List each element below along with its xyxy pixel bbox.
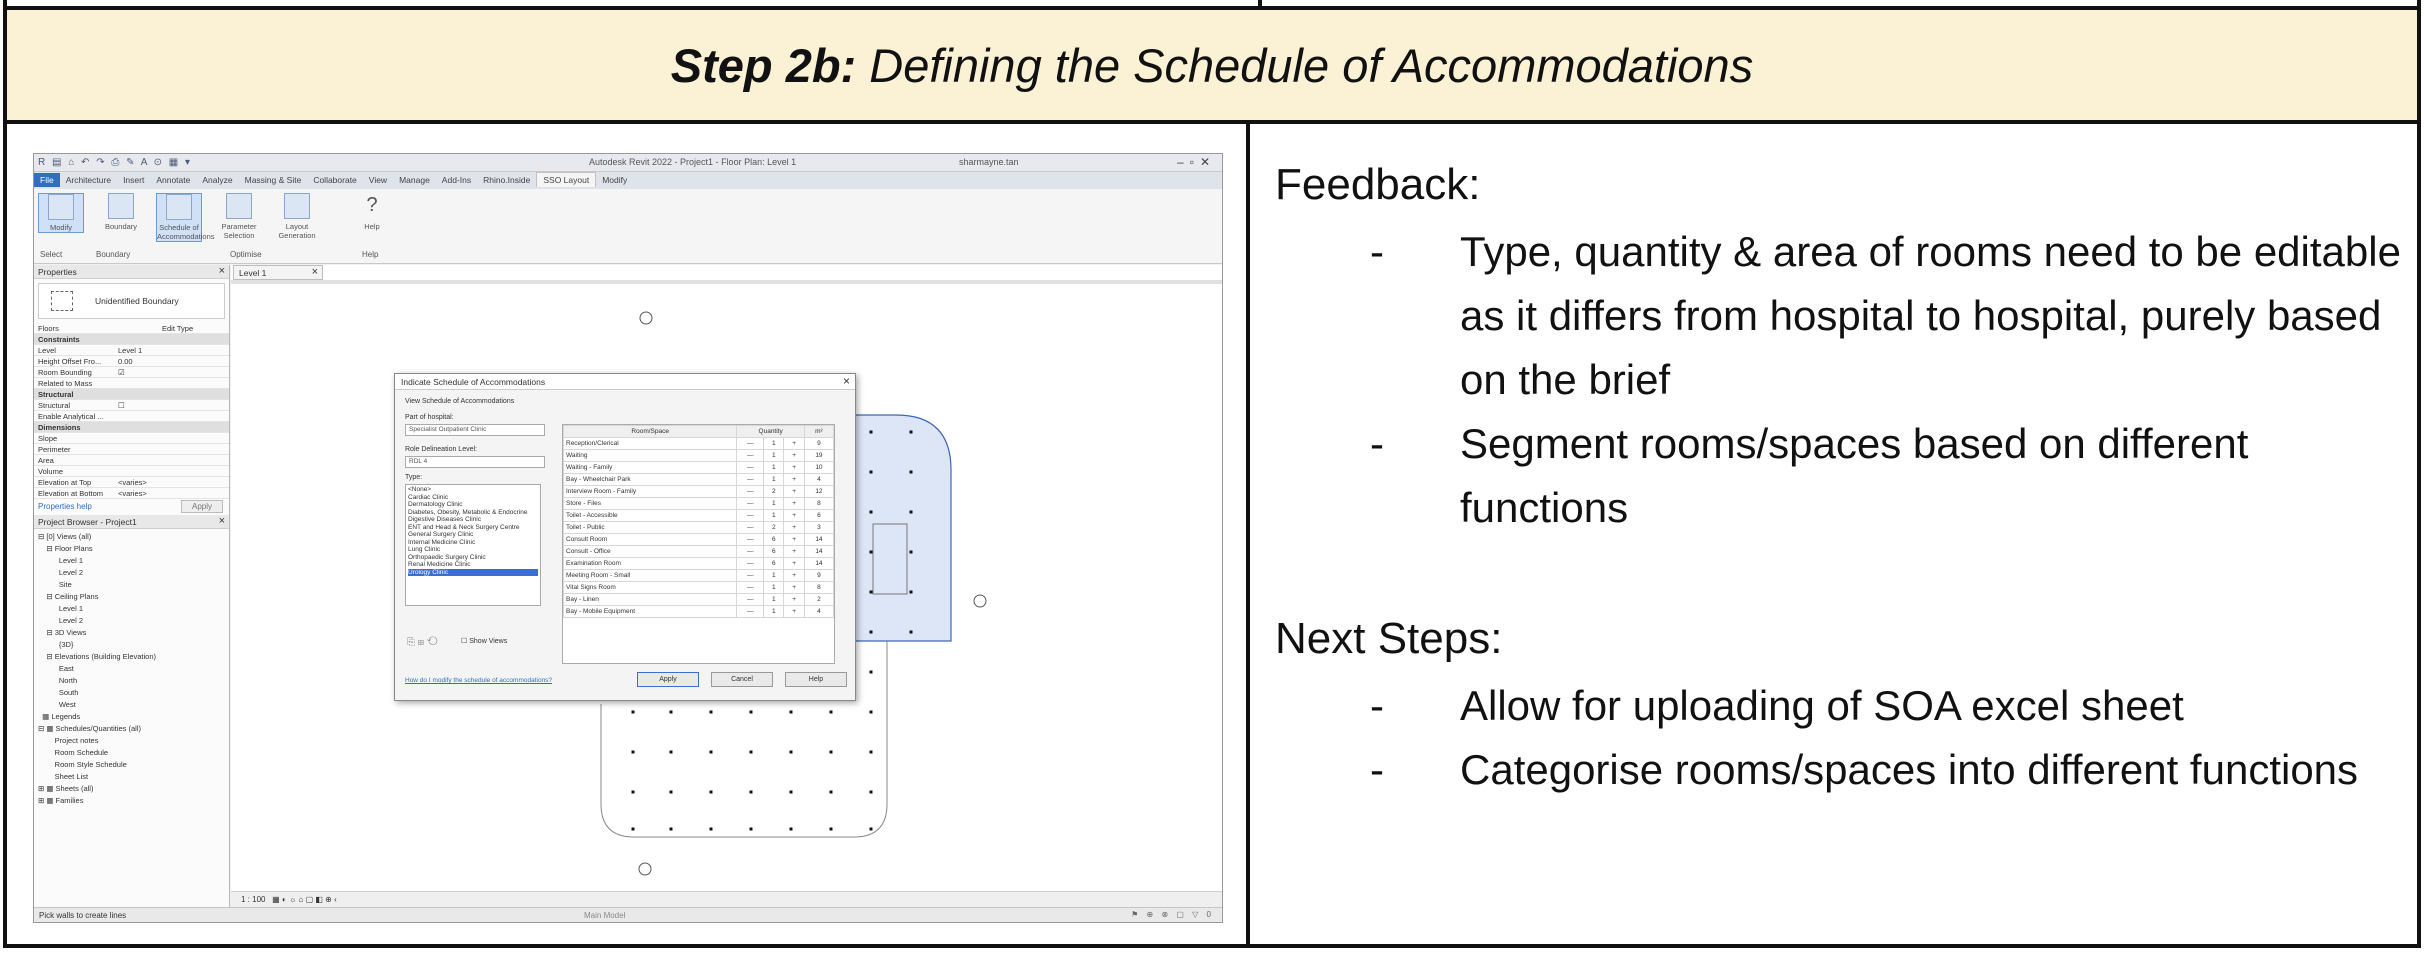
room-cell: Toilet - Accessible <box>564 510 737 522</box>
property-row[interactable]: Level Level 1 <box>34 345 229 356</box>
type-list-item[interactable]: Cardiac Clinic <box>408 493 449 501</box>
grid-point <box>910 591 913 594</box>
next-step-item: - Allow for uploading of SOA excel sheet <box>1370 682 2184 729</box>
tab-sso-layout[interactable]: SSO Layout <box>536 172 596 187</box>
tab-modify[interactable]: Modify <box>602 175 628 185</box>
room-cell: Vital Signs Room <box>564 582 737 594</box>
feedback-item: - Segment rooms/spaces based on different functions <box>1370 420 2249 531</box>
browser-node[interactable]: Level 2 <box>38 616 84 625</box>
increment-button[interactable]: + <box>784 534 805 546</box>
grid-point <box>910 431 913 434</box>
grid-point <box>830 751 833 754</box>
grid-point <box>790 751 793 754</box>
quantity-cell[interactable]: 2 <box>764 486 784 498</box>
slide-title: Step 2b: Defining the Schedule of Accommodations <box>670 39 1754 92</box>
project-browser-header: Project Browser - Project1 × <box>34 515 229 529</box>
revit-titlebar <box>34 154 1222 172</box>
quantity-cell[interactable]: 1 <box>764 594 784 606</box>
decrement-button[interactable]: — <box>737 594 764 606</box>
elevation-marker-south <box>639 863 651 875</box>
increment-button[interactable]: + <box>784 546 805 558</box>
user-name[interactable]: sharmayne.tan <box>959 157 1019 167</box>
soa-row[interactable] <box>564 438 834 450</box>
grid-point <box>632 751 635 754</box>
area-cell[interactable]: 9 <box>804 570 833 582</box>
dialog-title: Indicate Schedule of Accommodations × <box>395 374 855 390</box>
tab-file[interactable]: File <box>34 173 60 187</box>
area-cell[interactable]: 12 <box>804 486 833 498</box>
browser-node[interactable]: Room Style Schedule <box>38 760 127 769</box>
increment-button[interactable]: + <box>784 522 805 534</box>
part-label: Part of hospital: <box>405 414 454 421</box>
grid-point <box>910 551 913 554</box>
property-row[interactable]: Room Bounding ☑ <box>34 367 229 378</box>
grid-point <box>870 431 873 434</box>
browser-node[interactable]: North <box>38 676 78 685</box>
quick-access-toolbar[interactable]: R ▤ ⌂ ↶ ↷ ⎙ ✎ A ⊙ ▦ ▾ <box>38 157 193 168</box>
grid-point <box>870 511 873 514</box>
browser-node[interactable]: ⊟ 3D Views <box>38 628 87 637</box>
next-steps-list <box>1275 674 2405 802</box>
tab-rhino-inside[interactable]: Rhino.Inside <box>483 175 531 185</box>
group-boundary: Boundary <box>96 250 131 259</box>
list-tool-icons[interactable]: ⎘ ⊞ ⟲ <box>407 637 438 648</box>
property-row[interactable]: Structural ☐ <box>34 400 229 411</box>
cursor-icon <box>48 194 74 220</box>
increment-button[interactable]: + <box>784 474 805 486</box>
schedule-dialog <box>394 373 856 701</box>
quantity-cell[interactable]: 1 <box>764 582 784 594</box>
increment-button[interactable]: + <box>784 486 805 498</box>
left-panel <box>34 265 230 907</box>
soa-row[interactable] <box>564 582 834 594</box>
ribbon <box>34 189 1222 264</box>
area-cell[interactable]: 4 <box>804 606 833 618</box>
type-list-item[interactable]: General Surgery Clinic <box>408 531 474 538</box>
browser-node[interactable]: ⊞ ▦ Sheets (all) <box>38 784 94 793</box>
properties-footer <box>34 499 229 515</box>
property-row[interactable]: Slope <box>34 433 229 444</box>
soa-row[interactable] <box>564 546 834 558</box>
tab-annotate[interactable]: Annotate <box>156 175 191 185</box>
quantity-cell[interactable]: 1 <box>764 450 784 462</box>
browser-node[interactable]: {3D} <box>38 640 74 649</box>
type-list-item[interactable]: Internal Medicine Clinic <box>408 538 476 546</box>
grid-point <box>710 751 713 754</box>
properties-header: Properties × <box>34 265 229 279</box>
grid-point <box>632 791 635 794</box>
soa-row[interactable] <box>564 534 834 546</box>
type-list-item[interactable]: Digestive Diseases Clinic <box>408 516 481 523</box>
view-control-bar[interactable]: 1 : 100 ▦ ◐ ☼ ⌂ ▢ ◧ ⊕ ‹ <box>231 891 1223 907</box>
area-cell[interactable]: 14 <box>804 534 833 546</box>
quantity-cell[interactable]: 1 <box>764 438 784 450</box>
tab-analyze[interactable]: Analyze <box>202 175 233 185</box>
question-icon: ? <box>366 194 378 216</box>
decrement-button[interactable]: — <box>737 570 764 582</box>
layout-generation-button[interactable]: Layout Generation <box>274 193 320 240</box>
increment-button[interactable]: + <box>784 594 805 606</box>
role-delineation-select[interactable]: RDL 4 <box>405 456 545 468</box>
room-cell: Examination Room <box>564 558 737 570</box>
increment-button[interactable]: + <box>784 462 805 474</box>
close-icon[interactable]: × <box>842 374 850 388</box>
soa-row[interactable] <box>564 498 834 510</box>
browser-node[interactable]: Room Schedule <box>38 748 109 757</box>
group-help: Help <box>362 250 379 259</box>
window-controls[interactable]: –▫✕ <box>1177 155 1216 169</box>
quantity-cell[interactable]: 6 <box>764 546 784 558</box>
browser-node[interactable]: Level 1 <box>38 604 84 613</box>
tab-collaborate[interactable]: Collaborate <box>313 175 357 185</box>
area-cell[interactable]: 4 <box>804 474 833 486</box>
grid-point <box>870 671 873 674</box>
room-cell: Consult Room <box>564 534 737 546</box>
decrement-button[interactable]: — <box>737 582 764 594</box>
col-room: Room/Space <box>564 426 737 438</box>
grid-point <box>670 751 673 754</box>
grid-point <box>632 828 635 831</box>
tab-manage[interactable]: Manage <box>399 175 430 185</box>
room-cell: Waiting <box>564 450 737 462</box>
grid-point <box>632 711 635 714</box>
soa-row[interactable] <box>564 522 834 534</box>
next-step-item: - Categorise rooms/spaces into different functions <box>1370 746 2359 793</box>
ribbon-tabs <box>34 172 1222 189</box>
room-cell: Bay - Linen <box>564 594 737 606</box>
decrement-button[interactable]: — <box>737 462 764 474</box>
area-cell[interactable]: 2 <box>804 594 833 606</box>
room-cell: Bay - Mobile Equipment <box>564 606 737 618</box>
room-cell: Waiting - Family <box>564 462 737 474</box>
soa-row[interactable] <box>564 570 834 582</box>
feedback-item: - Type, quantity & area of rooms need to be editable as it differs from hospital to hospital, purely based on the brief <box>1370 228 2401 403</box>
help-button[interactable]: ? Help <box>349 193 395 231</box>
properties-help-link[interactable]: Properties help <box>38 502 92 511</box>
soa-row[interactable] <box>564 594 834 606</box>
area-cell[interactable]: 6 <box>804 510 833 522</box>
notes-panel <box>1275 150 2405 802</box>
room-cell: Bay - Wheelchair Park <box>564 474 737 486</box>
role-label: Role Delineation Level: <box>405 446 477 453</box>
parameter-selection-button[interactable]: Parameter Selection <box>216 193 262 240</box>
close-icon[interactable]: × <box>218 515 225 527</box>
grid-point <box>710 711 713 714</box>
active-model[interactable]: Main Model <box>584 911 626 920</box>
increment-button[interactable]: + <box>784 510 805 522</box>
grid-point <box>870 711 873 714</box>
grid-point <box>910 471 913 474</box>
soa-row[interactable] <box>564 462 834 474</box>
browser-node[interactable]: ⊞ ▦ Families <box>38 796 84 805</box>
property-row[interactable]: Volume <box>34 466 229 477</box>
soa-row[interactable] <box>564 450 834 462</box>
decrement-button[interactable]: — <box>737 522 764 534</box>
soa-row[interactable] <box>564 606 834 618</box>
property-row[interactable]: Elevation at Bottom <varies> <box>34 488 229 499</box>
decrement-button[interactable]: — <box>737 438 764 450</box>
browser-node[interactable]: ⊟ Ceiling Plans <box>38 592 99 601</box>
soa-row[interactable] <box>564 510 834 522</box>
decrement-button[interactable]: — <box>737 534 764 546</box>
decrement-button[interactable]: — <box>737 498 764 510</box>
grid-point <box>790 711 793 714</box>
area-cell[interactable]: 14 <box>804 546 833 558</box>
quantity-cell[interactable]: 1 <box>764 570 784 582</box>
grid-point <box>750 828 753 831</box>
browser-node[interactable]: East <box>38 664 74 673</box>
browser-node[interactable]: Level 1 <box>38 556 84 565</box>
browser-node[interactable]: ⊟ [0] Views (all) <box>38 532 92 541</box>
browser-node[interactable]: West <box>38 700 76 709</box>
grid-point <box>830 791 833 794</box>
dialog-apply-button[interactable]: Apply <box>637 672 699 687</box>
room-cell: Meeting Room - Small <box>564 570 737 582</box>
grid-point <box>790 791 793 794</box>
type-list-item[interactable]: Lung Clinic <box>408 546 441 553</box>
grid-point <box>830 711 833 714</box>
type-list-item[interactable]: Renal Medicine Clinic <box>408 561 471 568</box>
edit-type-button[interactable]: Edit Type <box>162 324 194 333</box>
grid-point <box>750 791 753 794</box>
type-list[interactable] <box>405 484 541 606</box>
area-cell[interactable]: 8 <box>804 498 833 510</box>
decrement-button[interactable]: — <box>737 558 764 570</box>
grid-point <box>710 828 713 831</box>
property-rows <box>34 334 229 499</box>
grid-point <box>830 828 833 831</box>
decrement-button[interactable]: — <box>737 450 764 462</box>
grid-point <box>870 591 873 594</box>
room-cell: Interview Room - Family <box>564 486 737 498</box>
dialog-help-button[interactable]: Help <box>785 672 847 687</box>
grid-point <box>910 511 913 514</box>
room-cell: Toilet - Public <box>564 522 737 534</box>
property-category[interactable]: Constraints <box>34 334 229 345</box>
grid-point <box>870 551 873 554</box>
status-text: Pick walls to create lines <box>39 911 127 920</box>
browser-node[interactable]: South <box>38 688 79 697</box>
grid-point <box>870 471 873 474</box>
room-cell: Store - Files <box>564 498 737 510</box>
quantity-cell[interactable]: 1 <box>764 606 784 618</box>
parameter-icon <box>226 193 252 219</box>
grid-point <box>670 791 673 794</box>
view-scale[interactable]: 1 : 100 <box>241 895 266 904</box>
tab-architecture[interactable]: Architecture <box>65 175 112 185</box>
group-select[interactable]: Select <box>40 250 63 259</box>
browser-node[interactable]: ⊟ ▦ Schedules/Quantities (all) <box>38 724 141 733</box>
decrement-button[interactable]: — <box>737 486 764 498</box>
tab-massing-site[interactable]: Massing & Site <box>244 175 302 185</box>
property-row[interactable]: Area <box>34 455 229 466</box>
grid-point <box>910 631 913 634</box>
revit-screenshot <box>33 153 1223 923</box>
col-quantity: Quantity <box>737 426 804 438</box>
boundary-button[interactable]: Boundary <box>98 193 144 231</box>
increment-button[interactable]: + <box>784 558 805 570</box>
increment-button[interactable]: + <box>784 570 805 582</box>
floors-row[interactable]: Floors Edit Type <box>34 323 229 334</box>
window-title: Autodesk Revit 2022 - Project1 - Floor Plan: Level 1 <box>589 157 797 167</box>
area-cell[interactable]: 19 <box>804 450 833 462</box>
increment-button[interactable]: + <box>784 606 805 618</box>
room-cell: Consult - Office <box>564 546 737 558</box>
grid-point <box>870 751 873 754</box>
property-category[interactable]: Structural <box>34 389 229 400</box>
type-list-item[interactable]: Orthopaedic Surgery Clinic <box>408 553 486 561</box>
col-area: m² <box>804 426 833 438</box>
browser-node[interactable]: Sheet List <box>38 772 89 781</box>
type-selector[interactable]: Unidentified Boundary <box>38 283 225 319</box>
area-cell[interactable]: 14 <box>804 558 833 570</box>
show-views-checkbox[interactable]: ☐ Show Views <box>461 638 508 645</box>
tab-view[interactable]: View <box>368 175 388 185</box>
type-label: Type: <box>405 474 423 481</box>
boundary-symbol-icon <box>51 291 73 311</box>
status-bar <box>34 907 1222 923</box>
property-category[interactable]: Dimensions <box>34 422 229 433</box>
quantity-cell[interactable]: 1 <box>764 510 784 522</box>
feedback-heading: Feedback: <box>1275 160 1481 209</box>
grid-point <box>670 828 673 831</box>
layout-icon <box>284 193 310 219</box>
apply-button[interactable]: Apply <box>181 500 223 513</box>
grid-point <box>870 791 873 794</box>
close-icon[interactable]: × <box>218 265 225 277</box>
browser-node[interactable]: ⊟ Floor Plans <box>38 544 93 553</box>
quantity-cell[interactable]: 2 <box>764 522 784 534</box>
grid-point <box>670 711 673 714</box>
area-cell[interactable]: 9 <box>804 438 833 450</box>
schedule-icon <box>166 194 192 220</box>
boundary-icon <box>108 193 134 219</box>
tab-insert[interactable]: Insert <box>123 175 145 185</box>
decrement-button[interactable]: — <box>737 510 764 522</box>
feedback-list <box>1275 220 2405 540</box>
quantity-cell[interactable]: 6 <box>764 558 784 570</box>
elevation-marker-east <box>974 595 986 607</box>
status-icons[interactable]: ⚑ ⊕ ⊗ ▢ ▽ 0 <box>1131 910 1214 919</box>
decrement-button[interactable]: — <box>737 546 764 558</box>
dialog-subtitle: View Schedule of Accommodations <box>405 398 515 405</box>
browser-node[interactable]: Project notes <box>38 736 99 745</box>
quantity-cell[interactable]: 1 <box>764 462 784 474</box>
elevation-marker-north <box>640 312 652 324</box>
part-of-hospital-select[interactable]: Specialist Outpatient Clinic <box>405 424 545 436</box>
area-cell[interactable]: 3 <box>804 522 833 534</box>
browser-node[interactable]: Site <box>38 580 72 589</box>
view-tab-level-1[interactable]: Level 1 × <box>233 265 323 280</box>
type-list-item[interactable]: Dermatology Clinic <box>408 501 463 508</box>
project-browser-tree <box>34 529 229 809</box>
area-cell[interactable]: 10 <box>804 462 833 474</box>
schedule-of-accommodations-button[interactable]: Schedule of Accommodations <box>156 193 202 242</box>
grid-point <box>750 751 753 754</box>
grid-point <box>870 631 873 634</box>
dialog-cancel-button[interactable]: Cancel <box>711 672 773 687</box>
property-row[interactable]: Elevation at Top <varies> <box>34 477 229 488</box>
grid-point <box>750 711 753 714</box>
modify-schedule-help-link[interactable]: How do I modify the schedule of accommodations? <box>405 677 553 684</box>
increment-button[interactable]: + <box>784 450 805 462</box>
soa-table <box>562 424 835 664</box>
decrement-button[interactable]: — <box>737 606 764 618</box>
increment-button[interactable]: + <box>784 498 805 510</box>
modify-button[interactable]: Modify <box>38 193 84 233</box>
soa-row[interactable] <box>564 558 834 570</box>
close-icon[interactable]: × <box>311 266 318 278</box>
property-row[interactable]: Perimeter <box>34 444 229 455</box>
property-row[interactable]: Related to Mass <box>34 378 229 389</box>
room-cell: Reception/Clerical <box>564 438 737 450</box>
browser-node[interactable]: ⊟ Elevations (Building Elevation) <box>38 652 157 661</box>
soa-row[interactable] <box>564 474 834 486</box>
decrement-button[interactable]: — <box>737 474 764 486</box>
area-cell[interactable]: 8 <box>804 582 833 594</box>
grid-point <box>790 828 793 831</box>
quantity-cell[interactable]: 1 <box>764 474 784 486</box>
group-optimise: Optimise <box>230 250 262 259</box>
browser-node[interactable]: Level 2 <box>38 568 84 577</box>
next-steps-heading: Next Steps: <box>1275 614 1503 663</box>
quantity-cell[interactable]: 1 <box>764 498 784 510</box>
column-divider <box>1246 124 1250 948</box>
property-row[interactable]: Enable Analytical ... <box>34 411 229 422</box>
grid-point <box>710 791 713 794</box>
quantity-cell[interactable]: 6 <box>764 534 784 546</box>
soa-row[interactable] <box>564 486 834 498</box>
grid-point <box>870 828 873 831</box>
increment-button[interactable]: + <box>784 582 805 594</box>
type-list-item[interactable]: ENT and Head & Neck Surgery Centre <box>408 523 520 531</box>
tab-add-ins[interactable]: Add-Ins <box>441 175 472 185</box>
type-list-item[interactable]: Urology Clinic <box>408 569 538 577</box>
increment-button[interactable]: + <box>784 438 805 450</box>
property-row[interactable]: Height Offset Fro... 0.00 <box>34 356 229 367</box>
type-list-item[interactable]: <None> <box>408 486 432 493</box>
type-list-item[interactable]: Diabetes, Obesity, Metabolic & Endocrine <box>408 508 528 516</box>
browser-node[interactable]: ▦ Legends <box>38 712 81 721</box>
